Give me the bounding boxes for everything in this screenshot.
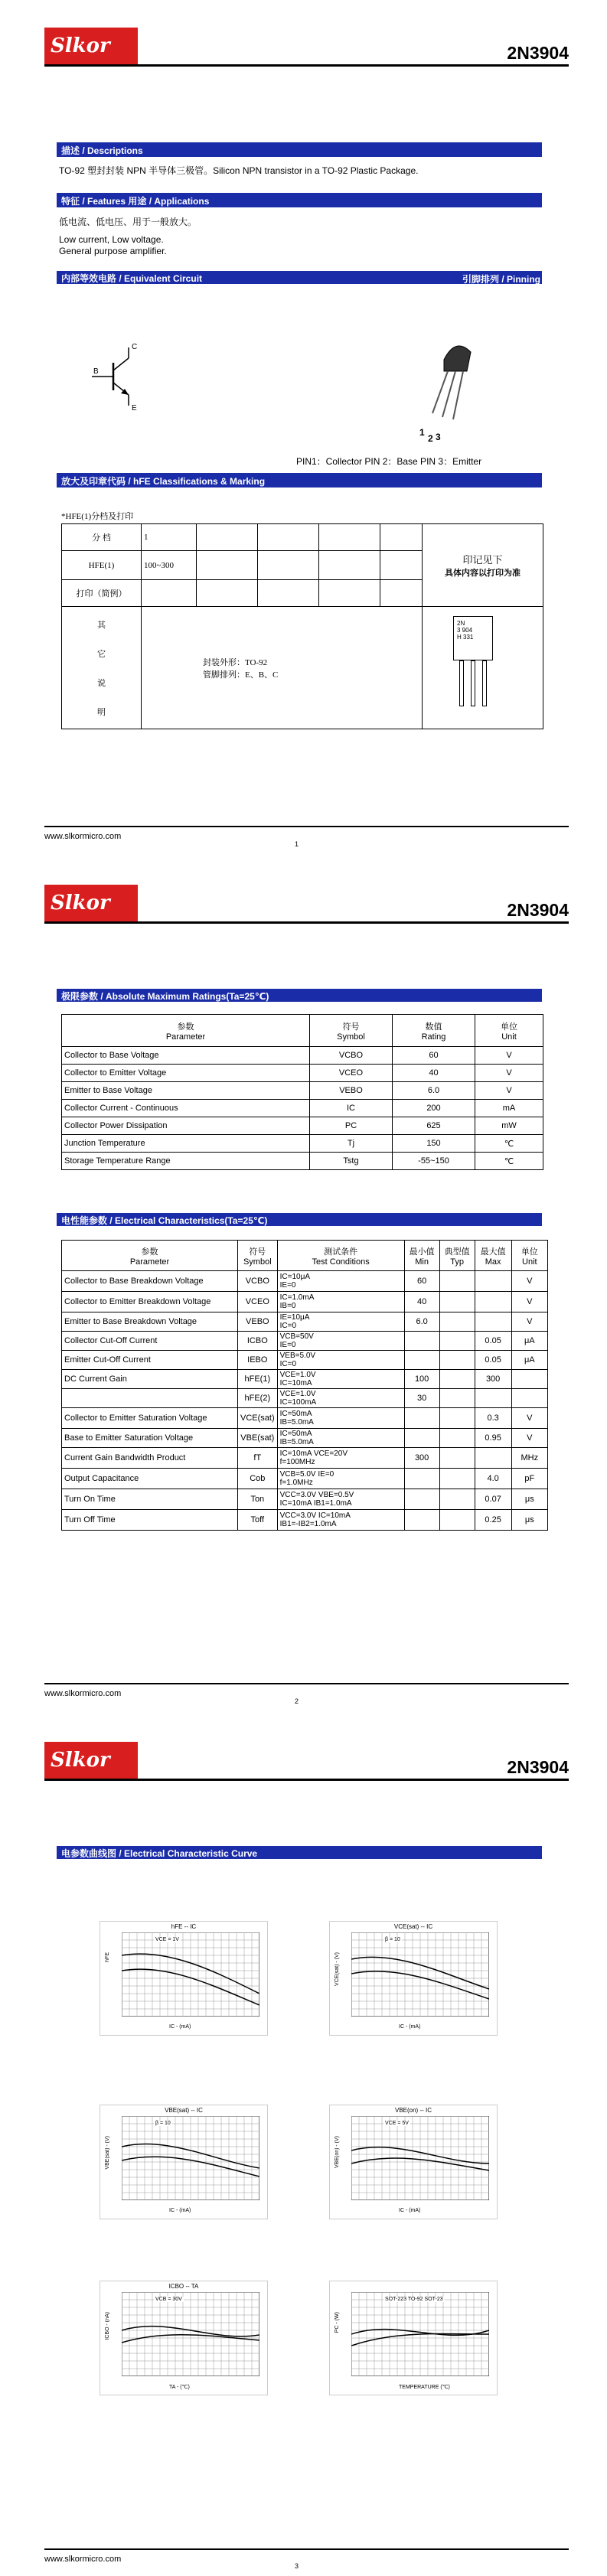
- abs-max-rows: [62, 1047, 543, 1170]
- abs-max-row: [62, 1047, 543, 1065]
- part-number: 2N3904: [507, 1757, 569, 1777]
- page-number: 1: [295, 840, 299, 848]
- electrical-row: [62, 1351, 548, 1370]
- graph-note: β = 10: [385, 1937, 400, 1942]
- header-cell: 单位 Unit: [475, 1015, 543, 1047]
- table-cell: VCE(sat): [238, 1408, 278, 1429]
- abs-max-row: [62, 1100, 543, 1117]
- table-cell: [475, 1389, 511, 1408]
- header-cell: 单位 Unit: [511, 1241, 547, 1271]
- table-cell: μs: [511, 1489, 547, 1510]
- table-cell: [439, 1271, 475, 1292]
- table-cell: Collector Power Dissipation: [62, 1117, 310, 1135]
- table-cell: [404, 1351, 439, 1370]
- electrical-row: [62, 1332, 548, 1351]
- chip-lead: [459, 660, 464, 706]
- table-cell: hFE(1): [238, 1370, 278, 1389]
- part-number: 2N3904: [507, 900, 569, 920]
- table-cell: 0.95: [475, 1429, 511, 1448]
- table-cell: Emitter Cut-Off Current: [62, 1351, 238, 1370]
- electrical-row: [62, 1469, 548, 1489]
- table-cell: 30: [404, 1389, 439, 1408]
- page-number: 3: [295, 2562, 299, 2570]
- table-cell: [511, 1389, 547, 1408]
- electrical-row: [62, 1271, 548, 1292]
- header-rule: [44, 64, 569, 67]
- class-value: 100~300: [142, 551, 197, 580]
- table-cell: [475, 1271, 511, 1292]
- table-cell: 4.0: [475, 1469, 511, 1489]
- header-rule: [44, 1779, 569, 1781]
- row-label: HFE(1): [62, 551, 142, 580]
- brand-logo: Slkor: [44, 28, 138, 64]
- table-cell: [475, 1292, 511, 1312]
- graph-note: β = 10: [155, 2121, 171, 2126]
- graph-xlabel: IC - (mA): [169, 2024, 191, 2030]
- table-cell: [439, 1448, 475, 1469]
- electrical-table: [61, 1240, 548, 1531]
- abs-max-row: [62, 1065, 543, 1082]
- graph-ylabel: VBE(on) - (V): [335, 2136, 340, 2169]
- pin-number-2: 2: [428, 433, 433, 444]
- electrical-row: [62, 1312, 548, 1332]
- graph-xlabel: IC - (mA): [399, 2024, 421, 2030]
- table-cell: -55~150: [393, 1153, 475, 1170]
- footer-site: www.slkormicro.com: [44, 832, 122, 841]
- pinning-bar-label: 引脚排列 / Pinning: [462, 274, 540, 285]
- header-cell: 参数 Parameter: [62, 1241, 238, 1271]
- table-cell: VBE(sat): [238, 1429, 278, 1448]
- table-cell: ICBO: [238, 1332, 278, 1351]
- graph-plot: [351, 2116, 489, 2200]
- abs-max-row: [62, 1082, 543, 1100]
- table-cell: Cob: [238, 1469, 278, 1489]
- table-cell: 6.0: [404, 1312, 439, 1332]
- header-cell: 符号 Symbol: [238, 1241, 278, 1271]
- table-cell: V: [511, 1408, 547, 1429]
- characteristic-graph: [100, 1921, 268, 2036]
- table-cell: Toff: [238, 1510, 278, 1531]
- table-cell: VCBO: [310, 1047, 393, 1065]
- electrical-row: [62, 1429, 548, 1448]
- chip-body: 2N 3 904 H 331: [453, 616, 493, 660]
- table-cell: Collector to Base Breakdown Voltage: [62, 1271, 238, 1292]
- table-cell: 6.0: [393, 1082, 475, 1100]
- hfe-classification-table: [61, 523, 543, 729]
- chip-lead: [471, 660, 475, 706]
- description-text: TO-92 塑封封装 NPN 半导体三极管。Silicon NPN transistor in a TO-92 Plastic Package.: [59, 165, 419, 176]
- feature-line: General purpose amplifier.: [59, 246, 167, 256]
- footer-rule: [44, 2548, 569, 2550]
- circuit-bar-label: 内部等效电路 / Equivalent Circuit: [61, 273, 203, 284]
- mark-subtitle: 具体内容以打印为准: [445, 569, 521, 578]
- row-label: 分 档: [62, 524, 142, 551]
- table-cell: 40: [393, 1065, 475, 1082]
- graph-plot: [122, 2292, 259, 2376]
- page-3: [0, 1714, 607, 2576]
- table-cell: 0.25: [475, 1510, 511, 1531]
- graph-plot: [351, 2292, 489, 2376]
- table-cell: V: [511, 1271, 547, 1292]
- header-cell: 数值 Rating: [393, 1015, 475, 1047]
- table-cell: [62, 1389, 238, 1408]
- graph-xlabel: TA - (℃): [169, 2385, 190, 2390]
- table-cell: hFE(2): [238, 1389, 278, 1408]
- table-cell: [439, 1332, 475, 1351]
- test-conditions: IC=50mA IB=5.0mA: [277, 1408, 404, 1429]
- table-cell: 60: [393, 1047, 475, 1065]
- brand-logo: Slkor: [44, 885, 138, 921]
- pin-description: PIN1：Collector PIN 2：Base PIN 3：Emitter: [296, 456, 482, 467]
- mark-title: 印记见下: [462, 554, 503, 566]
- graph-note: VCB = 30V: [155, 2297, 182, 2302]
- test-conditions: VCE=1.0V IC=100mA: [277, 1389, 404, 1408]
- table-cell: Collector to Emitter Voltage: [62, 1065, 310, 1082]
- header-cell: 符号 Symbol: [310, 1015, 393, 1047]
- table-cell: [439, 1312, 475, 1332]
- electrical-rows: [62, 1271, 548, 1531]
- table-cell: VCBO: [238, 1271, 278, 1292]
- test-conditions: IC=50mA IB=5.0mA: [277, 1429, 404, 1448]
- characteristic-graph: [100, 2281, 268, 2395]
- table-cell: MHz: [511, 1448, 547, 1469]
- table-cell: 625: [393, 1117, 475, 1135]
- graph-title: ICBO -- TA: [168, 2283, 199, 2290]
- brand-logo: Slkor: [44, 1742, 138, 1779]
- npn-transistor-symbol: [92, 346, 145, 407]
- table-cell: μA: [511, 1332, 547, 1351]
- table-cell: VEBO: [310, 1082, 393, 1100]
- test-conditions: VCB=5.0V IE=0 f=1.0MHz: [277, 1469, 404, 1489]
- table-cell: 300: [475, 1370, 511, 1389]
- page-1: [0, 0, 607, 857]
- table-cell: mW: [475, 1117, 543, 1135]
- graph-plot: [351, 1932, 489, 2017]
- header-cell: 参数 Parameter: [62, 1015, 310, 1047]
- table-cell: 100: [404, 1370, 439, 1389]
- graph-note: VCE = 5V: [385, 2121, 409, 2126]
- collector-label: C: [132, 343, 138, 351]
- table-cell: Collector to Base Voltage: [62, 1047, 310, 1065]
- table-cell: [439, 1489, 475, 1510]
- table-cell: IEBO: [238, 1351, 278, 1370]
- table-cell: [404, 1489, 439, 1510]
- table-cell: 0.3: [475, 1408, 511, 1429]
- table-cell: 40: [404, 1292, 439, 1312]
- table-cell: 0.05: [475, 1351, 511, 1370]
- table-cell: fT: [238, 1448, 278, 1469]
- electrical-row: [62, 1389, 548, 1408]
- graph-ylabel: PC - (W): [335, 2312, 340, 2333]
- pin-number-3: 3: [436, 432, 441, 442]
- chip-lead: [482, 660, 487, 706]
- table-cell: [404, 1469, 439, 1489]
- table-cell: Emitter to Base Breakdown Voltage: [62, 1312, 238, 1332]
- feature-line: Low current, Low voltage.: [59, 234, 164, 245]
- table-cell: [439, 1408, 475, 1429]
- graph-title: VBE(on) -- IC: [394, 2107, 432, 2114]
- table-cell: [439, 1429, 475, 1448]
- table-cell: V: [475, 1082, 543, 1100]
- table-cell: 300: [404, 1448, 439, 1469]
- table-cell: V: [511, 1292, 547, 1312]
- header-cell: 最大值 Max: [475, 1241, 511, 1271]
- table-cell: [439, 1510, 475, 1531]
- table-cell: Turn Off Time: [62, 1510, 238, 1531]
- table-cell: [475, 1312, 511, 1332]
- table-cell: 0.07: [475, 1489, 511, 1510]
- footer-site: www.slkormicro.com: [44, 2555, 122, 2564]
- table-cell: Collector to Emitter Breakdown Voltage: [62, 1292, 238, 1312]
- footer-site: www.slkormicro.com: [44, 1689, 122, 1698]
- graph-xlabel: IC - (mA): [169, 2208, 191, 2213]
- graph-title: VCE(sat) -- IC: [393, 1923, 433, 1930]
- features-bar: 特征 / Features 用途 / Applications: [57, 193, 542, 207]
- characteristic-graph: [329, 2105, 498, 2219]
- descriptions-bar: 描述 / Descriptions: [57, 142, 542, 157]
- graph-title: VBE(sat) -- IC: [165, 2107, 203, 2114]
- curve-bar: 电参数曲线图 / Electrical Characteristic Curve: [57, 1846, 542, 1859]
- header-cell: 测试条件 Test Conditions: [277, 1241, 404, 1271]
- test-conditions: VEB=5.0V IC=0: [277, 1351, 404, 1370]
- table-cell: Tj: [310, 1135, 393, 1153]
- header-cell: 典型值 Typ: [439, 1241, 475, 1271]
- graph-xlabel: TEMPERATURE (℃): [399, 2385, 450, 2390]
- circuit-bar: [57, 271, 542, 284]
- footer-rule: [44, 1683, 569, 1684]
- table-cell: V: [475, 1047, 543, 1065]
- table-cell: [404, 1510, 439, 1531]
- table-cell: PC: [310, 1117, 393, 1135]
- abs-max-table: [61, 1014, 543, 1170]
- table-cell: V: [511, 1429, 547, 1448]
- table-cell: DC Current Gain: [62, 1370, 238, 1389]
- graph-plot: [122, 1932, 259, 2017]
- table-cell: μs: [511, 1510, 547, 1531]
- table-cell: Junction Temperature: [62, 1135, 310, 1153]
- table-cell: 0.05: [475, 1332, 511, 1351]
- electrical-row: [62, 1370, 548, 1389]
- table-cell: Output Capacitance: [62, 1469, 238, 1489]
- table-cell: pF: [511, 1469, 547, 1489]
- table-cell: [404, 1429, 439, 1448]
- abs-max-bar: 极限参数 / Absolute Maximum Ratings(Ta=25℃): [57, 989, 542, 1002]
- test-conditions: IC=1.0mA IB=0: [277, 1292, 404, 1312]
- footer-rule: [44, 826, 569, 827]
- electrical-row: [62, 1448, 548, 1469]
- graph-note: VCE = 1V: [155, 1937, 179, 1942]
- table-cell: V: [511, 1312, 547, 1332]
- emitter-label: E: [132, 404, 137, 412]
- class-value: 1: [142, 524, 197, 551]
- hfe-note: *HFE(1)分档及打印: [61, 512, 134, 521]
- electrical-row: [62, 1292, 548, 1312]
- base-label: B: [93, 367, 99, 376]
- part-number: 2N3904: [507, 43, 569, 63]
- test-conditions: IC=10mA VCE=20V f=100MHz: [277, 1448, 404, 1469]
- other-label: 其 它 说 明: [62, 607, 142, 729]
- header-rule: [44, 921, 569, 924]
- abs-max-row: [62, 1117, 543, 1135]
- table-cell: Collector to Emitter Saturation Voltage: [62, 1408, 238, 1429]
- table-cell: μA: [511, 1351, 547, 1370]
- test-conditions: VCC=3.0V VBE=0.5V IC=10mA IB1=1.0mA: [277, 1489, 404, 1510]
- row-label: 打印（简例）: [62, 580, 142, 607]
- table-cell: VCEO: [310, 1065, 393, 1082]
- test-conditions: IE=10μA IC=0: [277, 1312, 404, 1332]
- feature-line: 低电流、低电压、用于一般放大。: [59, 217, 197, 227]
- electrical-row: [62, 1510, 548, 1531]
- table-cell: VCEO: [238, 1292, 278, 1312]
- abs-max-row: [62, 1153, 543, 1170]
- table-cell: Current Gain Bandwidth Product: [62, 1448, 238, 1469]
- table-cell: [404, 1332, 439, 1351]
- test-conditions: VCC=3.0V IC=10mA IB1=-IB2=1.0mA: [277, 1510, 404, 1531]
- table-cell: 200: [393, 1100, 475, 1117]
- table-cell: [439, 1469, 475, 1489]
- table-cell: 150: [393, 1135, 475, 1153]
- page-2: [0, 857, 607, 1714]
- table-cell: ℃: [475, 1135, 543, 1153]
- table-cell: Turn On Time: [62, 1489, 238, 1510]
- table-cell: [511, 1370, 547, 1389]
- table-cell: Collector Current - Continuous: [62, 1100, 310, 1117]
- characteristic-graph: [100, 2105, 268, 2219]
- marking-cell: [423, 524, 543, 607]
- graph-note: SOT-223 TO-92 SOT-23: [385, 2297, 443, 2302]
- table-cell: VEBO: [238, 1312, 278, 1332]
- table-cell: 60: [404, 1271, 439, 1292]
- table-cell: ℃: [475, 1153, 543, 1170]
- table-cell: Ton: [238, 1489, 278, 1510]
- graph-ylabel: VBE(sat) - (V): [105, 2136, 110, 2170]
- table-cell: [439, 1389, 475, 1408]
- header-cell: 最小值 Min: [404, 1241, 439, 1271]
- table-cell: Collector Cut-Off Current: [62, 1332, 238, 1351]
- graph-ylabel: VCE(sat) - (V): [335, 1952, 340, 1986]
- test-conditions: IC=10μA IE=0: [277, 1271, 404, 1292]
- table-cell: IC: [310, 1100, 393, 1117]
- pin-number-1: 1: [419, 427, 425, 438]
- chip-drawing-cell: [423, 607, 543, 729]
- graph-plot: [122, 2116, 259, 2200]
- table-cell: [439, 1292, 475, 1312]
- classification-bar: 放大及印章代码 / hFE Classifications & Marking: [57, 473, 542, 487]
- table-cell: V: [475, 1065, 543, 1082]
- graph-ylabel: hFE: [105, 1952, 110, 1962]
- table-cell: [404, 1408, 439, 1429]
- table-cell: Tstg: [310, 1153, 393, 1170]
- abs-max-row: [62, 1135, 543, 1153]
- characteristic-graph: [329, 1921, 498, 2036]
- electrical-row: [62, 1489, 548, 1510]
- table-cell: [475, 1448, 511, 1469]
- test-conditions: VCE=1.0V IC=10mA: [277, 1370, 404, 1389]
- table-cell: Base to Emitter Saturation Voltage: [62, 1429, 238, 1448]
- table-cell: mA: [475, 1100, 543, 1117]
- page-number: 2: [295, 1697, 299, 1705]
- characteristic-graph: [329, 2281, 498, 2395]
- graph-ylabel: ICBO - (nA): [105, 2312, 110, 2340]
- graph-title: hFE -- IC: [171, 1923, 197, 1930]
- graph-xlabel: IC - (mA): [399, 2208, 421, 2213]
- table-cell: [439, 1370, 475, 1389]
- test-conditions: VCB=50V IE=0: [277, 1332, 404, 1351]
- electrical-row: [62, 1408, 548, 1429]
- table-cell: [439, 1351, 475, 1370]
- other-text: 封装外形：TO-92 管脚排列：E、B、C: [142, 607, 423, 729]
- table-cell: Storage Temperature Range: [62, 1153, 310, 1170]
- table-cell: Emitter to Base Voltage: [62, 1082, 310, 1100]
- to92-package-drawing: [429, 337, 482, 421]
- electrical-bar: 电性能参数 / Electrical Characteristics(Ta=25℃): [57, 1213, 542, 1226]
